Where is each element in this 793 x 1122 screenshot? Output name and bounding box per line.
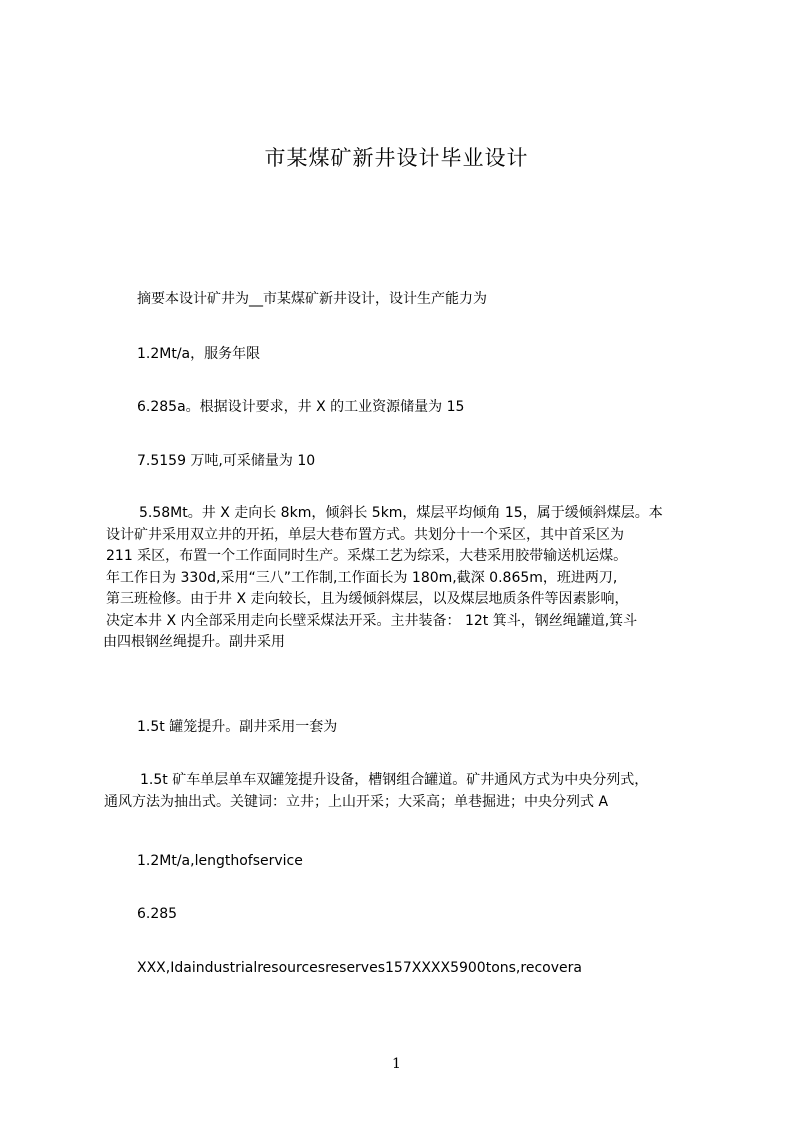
paragraph-2-line: 1.5t 矿车单层单车双罐笼提升设备，槽钢组合罐道。矿井通风方式为中央分列式， — [140, 772, 649, 788]
document-title: 市某煤矿新井设计毕业设计 — [264, 146, 529, 170]
paragraph-1-line: 5.58Mt。井 X 走向长 8km，倾斜长 5km，煤层平均倾角 15，属于缓倾斜煤层。本 — [139, 505, 663, 521]
paragraph-1-line: 设计矿井采用双立井的开拓，单层大巷布置方式。共划分十一个采区，其中首采区为 — [106, 526, 624, 543]
english-line-2: 6.285 — [137, 906, 178, 922]
paragraph-2-line: 通风方法为抽出式。关键词：立井；上山开采；大采高；单巷掘进；中央分列式 A — [104, 793, 609, 810]
abstract-line-2: 1.2Mt/a，服务年限 — [137, 346, 261, 362]
abstract-line-4: 7.5159 万吨,可采储量为 10 — [137, 453, 316, 469]
paragraph-1-line: 由四根钢丝绳提升。副井采用 — [103, 634, 285, 650]
page-number: 1 — [392, 1056, 401, 1072]
paragraph-1-line: 决定本井 X 内全部采用走向长壁采煤法开采。主井装备： 12t 箕斗，钢丝绳罐道,箕斗 — [106, 612, 638, 629]
paragraph-1-line: 211 采区，布置一个工作面同时生产。采煤工艺为综采，大巷采用胶带输送机运煤。 — [106, 548, 628, 564]
english-line-1: 1.2Mt/a,lengthofservice — [137, 853, 303, 869]
paragraph-1-line: 第三班检修。由于井 X 走向较长，且为缓倾斜煤层，以及煤层地质条件等因素影响， — [106, 591, 629, 607]
abstract-line-1: 摘要本设计矿井为__市某煤矿新井设计，设计生产能力为 — [137, 291, 487, 307]
paragraph-1-line: 年工作日为 330d,采用“三八”工作制,工作面长为 180m,截深 0.865m，班进两刀, — [106, 569, 618, 586]
abstract-line-3: 6.285a。根据设计要求，井 X 的工业资源储量为 15 — [137, 399, 465, 415]
abstract-line-5: 1.5t 罐笼提升。副井采用一套为 — [137, 719, 338, 735]
abstract-paragraph-2 — [104, 770, 648, 813]
abstract-paragraph-1 — [103, 503, 663, 654]
english-line-3: XXX,Idaindustrialresourcesreserves157XXXX5900tons,recovera — [137, 960, 582, 976]
